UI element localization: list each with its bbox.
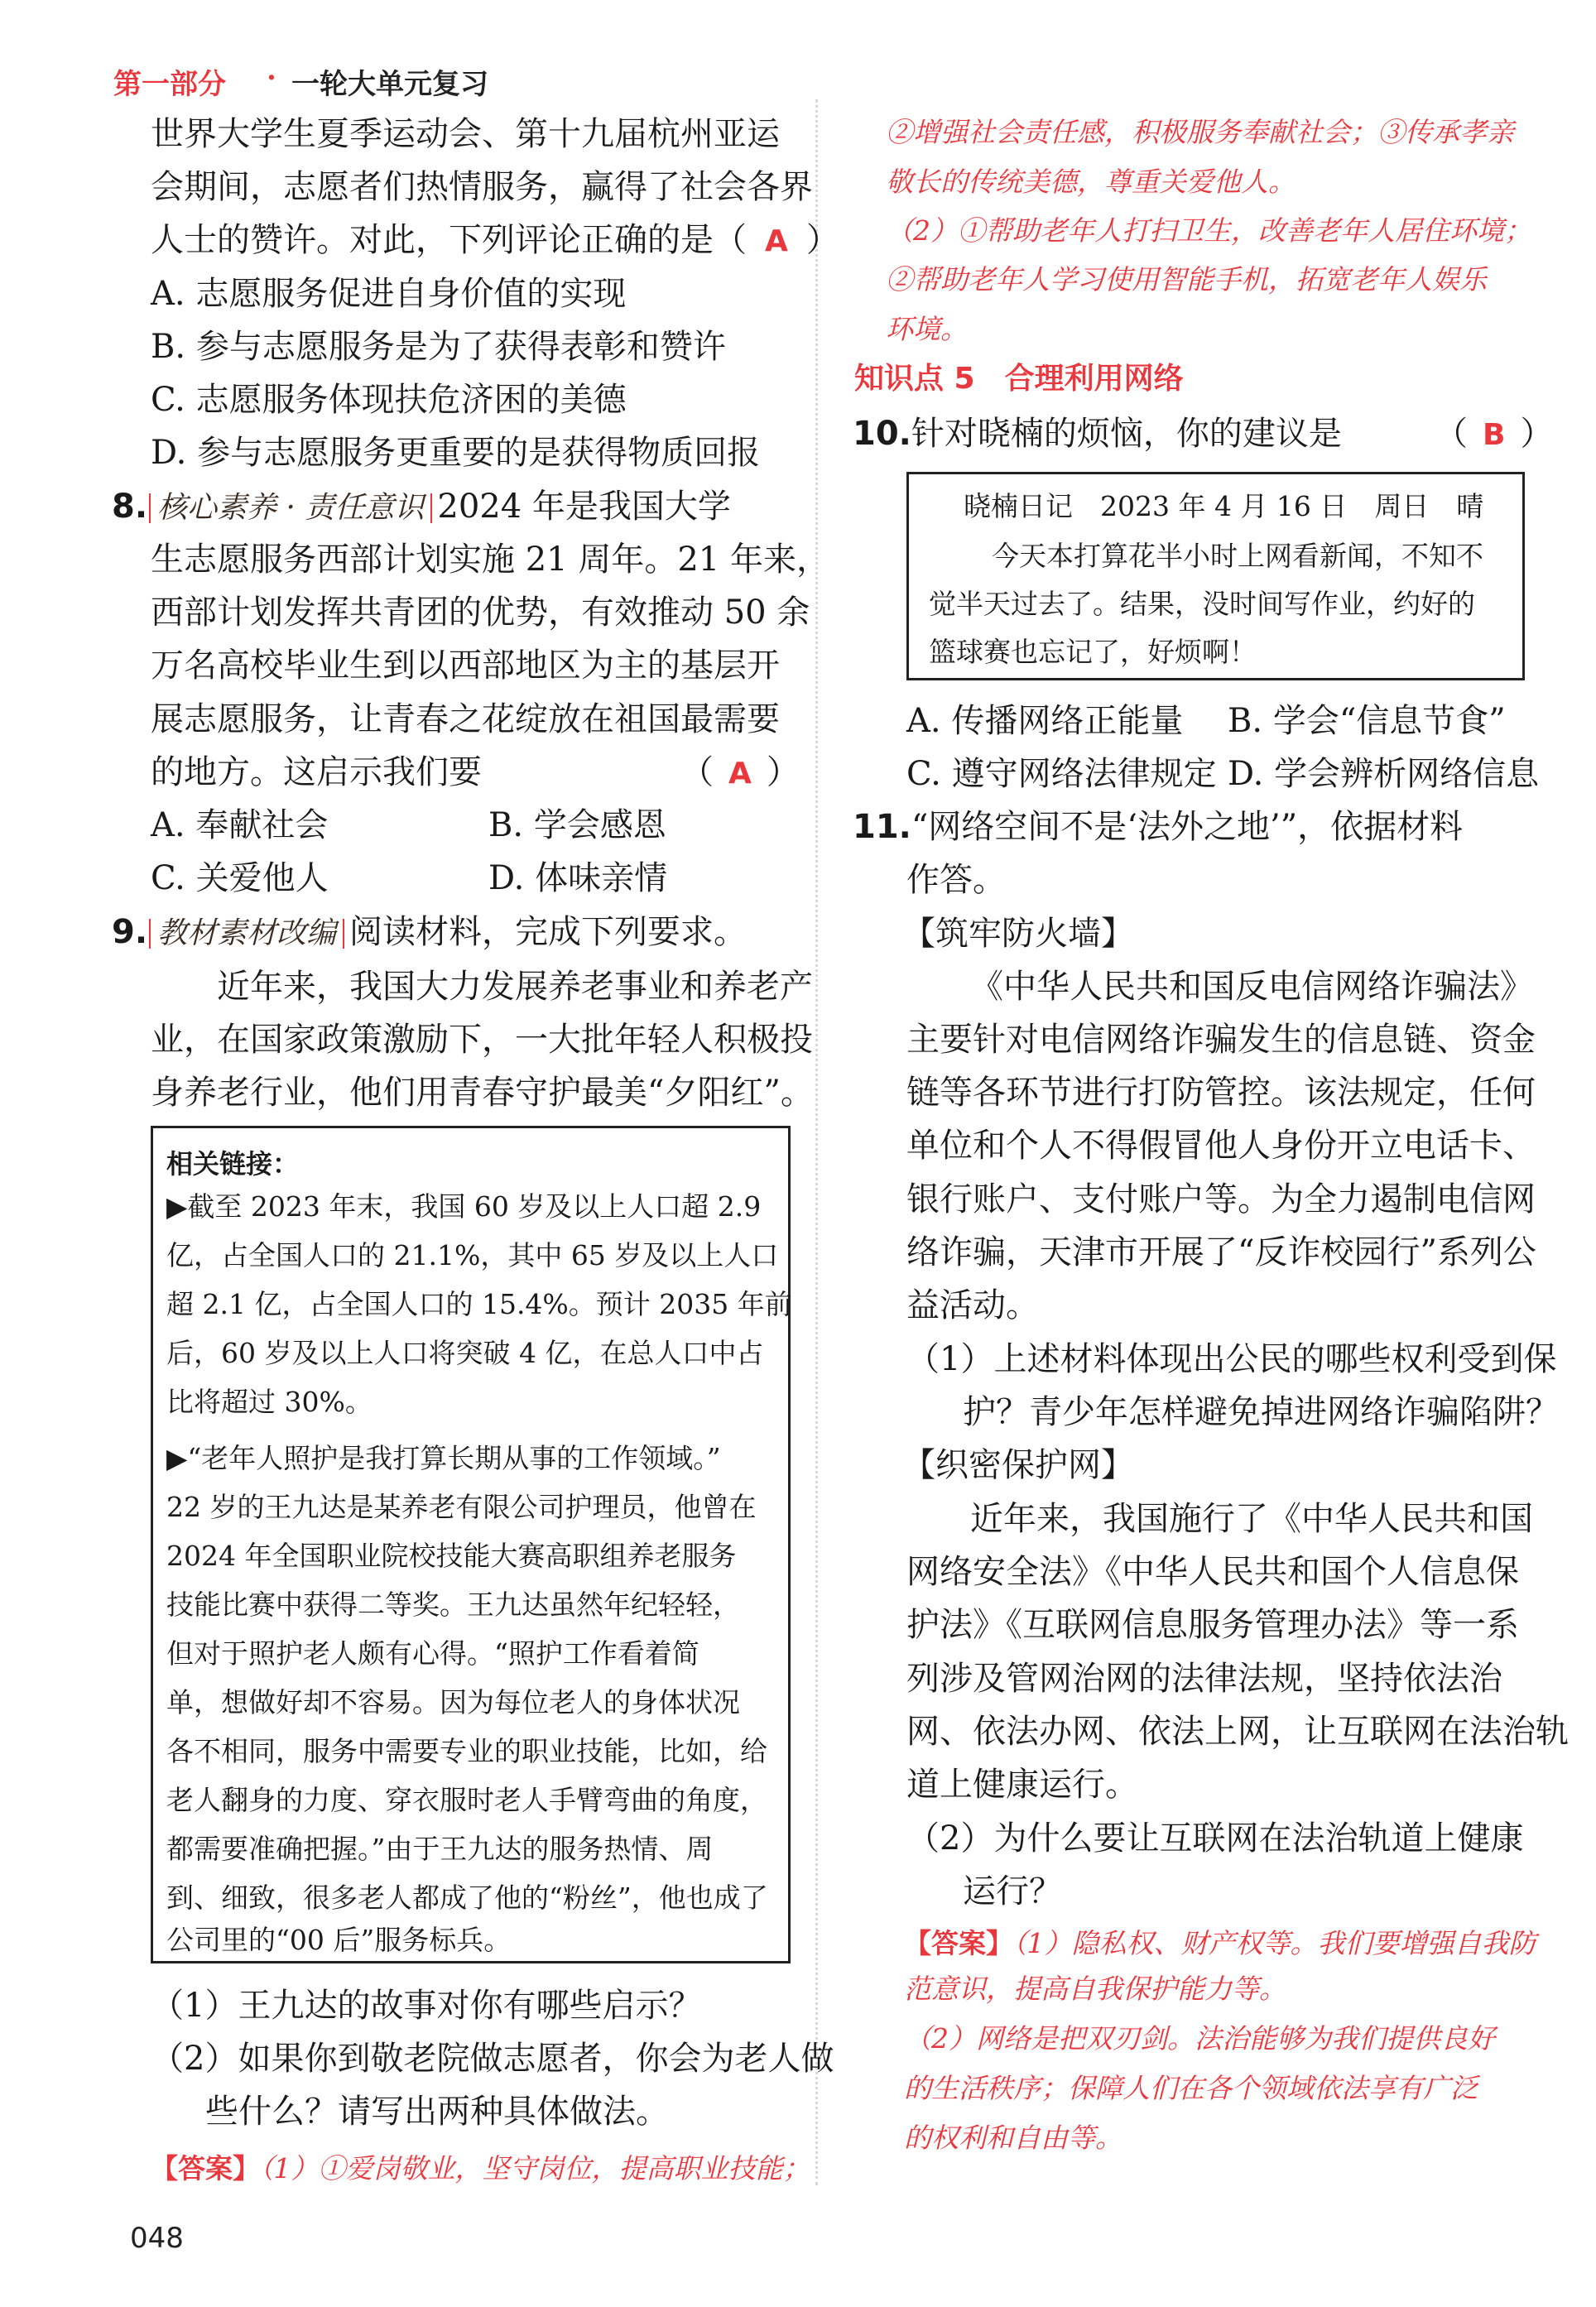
section-heading: 【筑牢防火墙】 [902,915,1134,953]
q11-line: 作答。 [906,861,1006,899]
box-line: 比将超过 30%。 [166,1386,373,1418]
answer-tag: 【答案】 [904,1927,1013,1959]
answer-line: 【答案】（1）隐私权、财产权等。我们要增强自我防 [904,1927,1536,1959]
q8-line: 展志愿服务，让青春之花绽放在祖国最需要 [151,700,780,738]
q9-sub: 些什么？请写出两种具体做法。 [205,2093,669,2131]
q8-line: 8. 核心素养 · 责任意识 2024 年是我国大学 [112,488,731,526]
answer-text: 的权利和自由等。 [904,2122,1122,2154]
material-line: 益活动。 [906,1286,1039,1324]
box-line: 后，60 岁及以上人口将突破 4 亿，在总人口中占 [166,1337,764,1369]
box-line: ▶截至 2023 年末，我国 60 岁及以上人口超 2.9 [166,1190,762,1223]
answer-line [151,2151,810,2184]
diary-line: 篮球赛也忘记了，好烦啊！ [929,636,1257,668]
q10-answer: B [1483,418,1506,452]
answer-text: ②帮助老年人学习使用智能手机，拓宽老年人娱乐 [886,263,1487,296]
q8-line: 西部计划发挥共青团的优势，有效推动 50 余 [151,594,810,632]
q9-para: 近年来，我国大力发展养老事业和养老产 [217,968,813,1006]
box-line: 老人翻身的力度、穿衣服时老人手臂弯曲的角度， [166,1784,767,1816]
answer-text: 敬长的传统美德，尊重关爱他人。 [886,166,1296,198]
box-line: 公司里的“00 后”服务标兵。 [166,1924,512,1956]
q10-answer-paren: （ B ） [1435,415,1554,453]
option: D. 体味亲情 [488,859,668,897]
material-line: 《中华人民共和国反电信网络诈骗法》 [970,968,1533,1006]
q8-line: 万名高校毕业生到以西部地区为主的基层开 [151,646,780,685]
option: C. 遵守网络法律规定 [906,755,1217,793]
sub-question: 运行？ [963,1872,1062,1910]
q7-line: 世界大学生夏季运动会、第十九届杭州亚运 [151,115,780,153]
option: D. 参与志愿服务更重要的是获得物质回报 [151,434,761,472]
knowledge-point-title: 知识点 5 合理利用网络 [854,362,1184,396]
q10-line: 10.针对晓楠的烦恼，你的建议是 [853,415,1342,453]
q8-answer: A [728,757,752,791]
option: C. 关爱他人 [151,859,329,897]
page-number: 048 [130,2222,184,2255]
option: D. 学会辨析网络信息 [1228,755,1540,793]
q8-number: 8. [112,488,148,526]
diary-box [906,472,1525,680]
box-line: 各不相同，服务中需要专业的职业技能，比如，给 [166,1735,767,1767]
material-line: 列涉及管网治网的法律法规，坚持依法治 [906,1660,1502,1698]
box-line: 亿，占全国人口的 21.1%，其中 65 岁及以上人口 [166,1239,779,1271]
box-line: 22 岁的王九达是某养老有限公司护理员，他曾在 [166,1491,757,1523]
q8-tag: 核心素养 · 责任意识 [149,493,432,523]
answer-text: （2）网络是把双刃剑。法治能够为我们提供良好 [904,2022,1495,2055]
option: A. 传播网络正能量 [906,702,1184,740]
q9-sub: （2）如果你到敬老院做志愿者，你会为老人做 [151,2040,834,2078]
q7-answer: A [765,224,788,258]
q8-line: 的地方。这启示我们要 [151,753,482,791]
column-divider [815,99,818,2185]
answer-text: （2）①帮助老年人打扫卫生，改善老年人居住环境； [886,214,1531,247]
q9-sub: （1）王九达的故事对你有哪些启示？ [151,1987,702,2025]
q9-para: 业，在国家政策激励下，一大批年轻人积极投 [151,1021,813,1059]
answer-text: 范意识，提高自我保护能力等。 [904,1973,1286,2005]
section-heading: 【织密保护网】 [902,1446,1134,1484]
box-line: 技能比赛中获得二等奖。王九达虽然年纪轻轻， [166,1588,740,1621]
material-line: 护法》《互联网信息服务管理办法》等一系 [906,1606,1519,1644]
option: B. 学会感恩 [488,806,666,844]
diary-line: 今天本打算花半小时上网看新闻，不知不 [992,540,1483,572]
diary-line: 觉半天过去了。结果，没时间写作业，约好的 [929,588,1475,620]
q11-number: 11. [853,808,911,846]
q10-number: 10. [853,415,911,453]
q7-stem: 人士的赞许。对此，下列评论正确的是（ [151,221,747,259]
q9-line: 9. 教材素材改编 阅读材料，完成下列要求。 [112,913,748,951]
option: B. 参与志愿服务是为了获得表彰和赞许 [151,328,726,366]
option: C. 志愿服务体现扶危济困的美德 [151,381,627,419]
sub-question: （1）上述材料体现出公民的哪些权利受到保 [906,1340,1557,1378]
box-line: 超 2.1 亿，占全国人口的 15.4%。预计 2035 年前 [166,1288,792,1320]
material-line: 主要针对电信网络诈骗发生的信息链、资金 [906,1021,1536,1059]
material-line: 网络安全法》《中华人民共和国个人信息保 [906,1553,1519,1591]
q8-line: 生志愿服务西部计划实施 21 周年。21 年来， [151,541,829,579]
answer-text: （1）①爱岗敬业，坚守岗位，提高职业技能； [260,2152,810,2184]
material-line: 单位和个人不得假冒他人身份开立电话卡、 [906,1127,1536,1165]
section-label: 第一部分 [113,68,226,101]
q7-line [151,223,839,257]
answer-text: 环境。 [886,313,968,345]
box-line: 到、细致，很多老人都成了他的“粉丝”，他也成了 [166,1882,768,1914]
sub-question: （2）为什么要让互联网在法治轨道上健康 [906,1819,1524,1858]
option: A. 志愿服务促进自身价值的实现 [151,275,627,313]
q8-answer-paren: （ A ） [680,753,800,791]
answer-text: 的生活秩序；保障人们在各个领域依法享有广泛 [904,2072,1478,2104]
option: A. 奉献社会 [151,806,329,844]
material-line: 道上健康运行。 [906,1766,1138,1804]
answer-text: ②增强社会责任感，积极服务奉献社会；③传承孝亲 [886,116,1514,148]
box-line: 2024 年全国职业院校技能大赛高职组养老服务 [166,1540,737,1572]
box-line: ▶“老年人照护是我打算长期从事的工作领域。” [166,1442,721,1474]
material-line: 银行账户、支付账户等。为全力遏制电信网 [906,1180,1536,1218]
diary-heading: 晓楠日记 2023 年 4 月 16 日 周日 晴 [964,490,1484,522]
material-line: 近年来，我国施行了《中华人民共和国 [970,1500,1533,1538]
q7-line: 会期间，志愿者们热情服务，赢得了社会各界 [151,168,813,206]
related-link-box [151,1126,791,1963]
box-line: 但对于照护老人颇有心得。“照护工作看着简 [166,1637,699,1670]
box-title: 相关链接： [166,1148,300,1180]
sub-question: 护？青少年怎样避免掉进网络诈骗陷阱？ [963,1393,1559,1431]
header-separator: · [267,61,276,94]
q9-para: 身养老行业，他们用青春守护最美“夕阳红”。 [151,1074,814,1112]
material-line: 络诈骗，天津市开展了“反诈校园行”系列公 [906,1233,1536,1271]
section-title: 一轮大单元复习 [291,68,488,101]
box-line: 都需要准确把握。”由于王九达的服务热情、周 [166,1833,714,1865]
q7-paren: ） [805,221,839,259]
box-line: 单，想做好却不容易。因为每位老人的身体状况 [166,1686,740,1718]
material-line: 链等各环节进行打防管控。该法规定，任何 [906,1074,1536,1112]
material-line: 网、依法办网、依法上网，让互联网在法治轨 [906,1713,1569,1751]
q11-line: 11.“网络空间不是‘法外之地’”，依据材料 [853,808,1464,846]
q9-number: 9. [112,913,148,951]
option: B. 学会“信息节食” [1228,702,1506,740]
q9-tag: 教材素材改编 [149,919,344,949]
answer-tag: 【答案】 [151,2152,260,2184]
